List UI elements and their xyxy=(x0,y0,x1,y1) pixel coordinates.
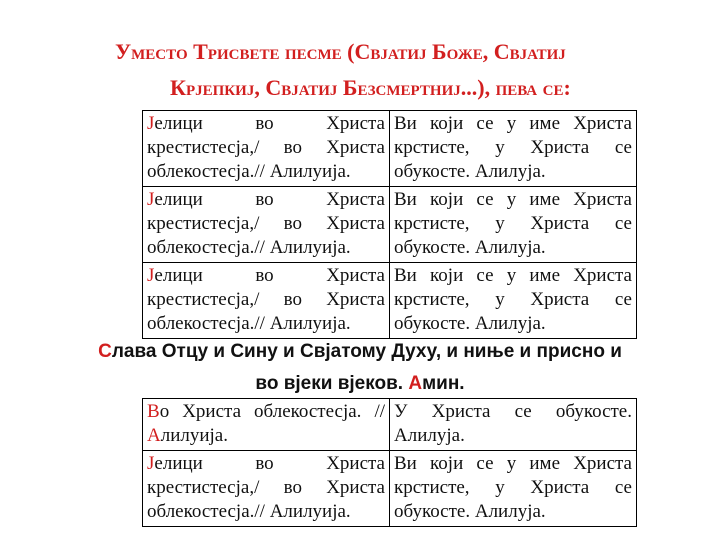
slavonic-text: елици во Христа крестистесја,/ во Христа облекостесја.// Алилуија. xyxy=(147,113,385,182)
slavonic-cell xyxy=(143,187,390,263)
serbian-cell xyxy=(390,399,637,451)
doxology-text: во вјеки вјеков. xyxy=(255,373,409,394)
doxology-line-2 xyxy=(0,372,720,396)
table-row xyxy=(143,399,637,451)
initial-letter: Ј xyxy=(147,113,155,134)
initial-letter: Ј xyxy=(147,265,155,286)
slavonic-text: лилуија. xyxy=(160,425,228,446)
slavonic-text: елици во Христа крестистесја,/ во Христа облекостесја.// Алилуија. xyxy=(147,189,385,258)
table-row xyxy=(143,187,637,263)
slavonic-cell xyxy=(143,399,390,451)
slavonic-text: о Христа облекостесја. // xyxy=(159,401,385,422)
serbian-text: Ви који се у име Христа крстисте, у Христа се обукосте. Алилуја. xyxy=(394,113,632,182)
doxology-text: лава Отцу и Сину и Свјатому Духу, и ниње и присно и xyxy=(111,341,622,362)
serbian-text: Ви који се у име Христа крстисте, у Христа се обукосте. Алилуја. xyxy=(394,265,632,334)
table-row xyxy=(143,111,637,187)
slavonic-text: елици во Христа крестистесја,/ во Христа облекостесја.// Алилуија. xyxy=(147,265,385,334)
initial-letter: Ј xyxy=(147,189,155,210)
serbian-cell xyxy=(390,111,637,187)
table-row xyxy=(143,451,637,527)
serbian-cell xyxy=(390,451,637,527)
initial-letter: С xyxy=(98,341,112,362)
slavonic-cell xyxy=(143,263,390,339)
slavonic-cell xyxy=(143,451,390,527)
heading-line-1 xyxy=(115,40,720,64)
initial-letter: Ј xyxy=(147,453,155,474)
initial-letter: В xyxy=(147,401,160,422)
heading-line-2-text: Крјепкиј, Свјатиј Безсмертниј...), пева се: xyxy=(170,75,571,100)
heading-line-1-text: Уместо Трисвете песме (Свјатиј Боже, Свјатиј xyxy=(115,39,566,64)
serbian-text: Ви који се у име Христа крстисте, у Христа се обукосте. Алилуја. xyxy=(394,189,632,258)
initial-letter: А xyxy=(147,425,161,446)
hymn-table-1 xyxy=(142,110,637,339)
doxology-line-1 xyxy=(0,340,720,364)
serbian-text: Ви који се у име Христа крстисте, у Христа се обукосте. Алилуја. xyxy=(394,453,632,522)
serbian-text: У Христа се обукосте. Алилуја. xyxy=(394,401,632,446)
initial-letter: А xyxy=(408,373,423,394)
heading-line-2 xyxy=(170,76,720,100)
serbian-cell xyxy=(390,187,637,263)
hymn-table-2 xyxy=(142,398,637,527)
table-row xyxy=(143,263,637,339)
serbian-cell xyxy=(390,263,637,339)
slavonic-cell xyxy=(143,111,390,187)
amen-text: мин. xyxy=(422,373,465,394)
slavonic-text: елици во Христа крестистесја,/ во Христа облекостесја.// Алилуија. xyxy=(147,453,385,522)
